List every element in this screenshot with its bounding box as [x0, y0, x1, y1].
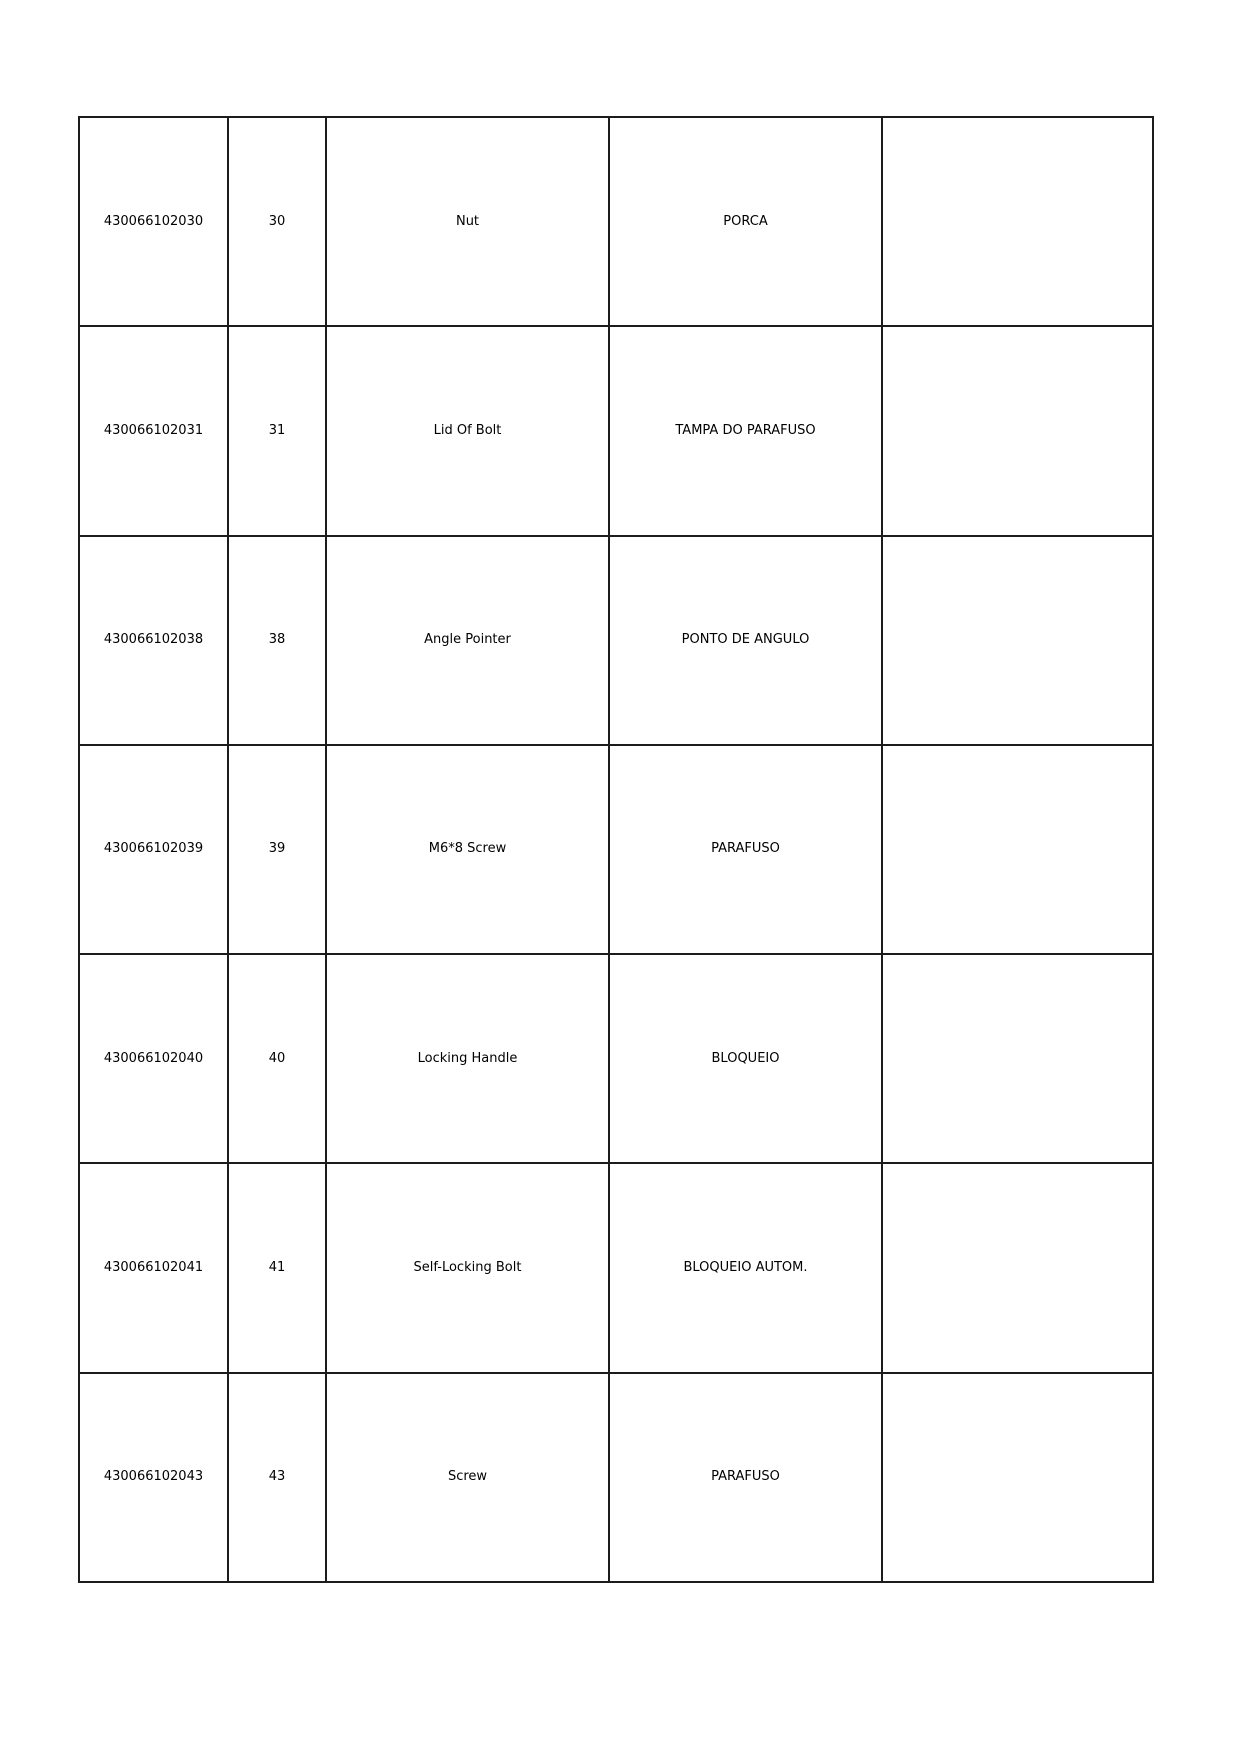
item-number-cell: 39 [228, 745, 326, 954]
image-cell [882, 954, 1153, 1163]
name-english-cell: Lid Of Bolt [326, 326, 609, 535]
image-cell [882, 117, 1153, 326]
part-number-cell: 430066102040 [79, 954, 228, 1163]
item-number-cell: 40 [228, 954, 326, 1163]
item-number-cell: 41 [228, 1163, 326, 1372]
table-row [79, 745, 1153, 954]
part-number-cell: 430066102038 [79, 536, 228, 745]
parts-table [78, 116, 1154, 1583]
table-row [79, 1373, 1153, 1582]
name-portuguese-cell: PARAFUSO [609, 745, 882, 954]
image-cell [882, 1163, 1153, 1372]
name-english-cell: Nut [326, 117, 609, 326]
name-english-cell: Locking Handle [326, 954, 609, 1163]
name-portuguese-cell: BLOQUEIO [609, 954, 882, 1163]
parts-table-body [79, 117, 1153, 1582]
name-english-cell: Self-Locking Bolt [326, 1163, 609, 1372]
part-number-cell: 430066102031 [79, 326, 228, 535]
name-portuguese-cell: BLOQUEIO AUTOM. [609, 1163, 882, 1372]
name-english-cell: Angle Pointer [326, 536, 609, 745]
name-portuguese-cell: TAMPA DO PARAFUSO [609, 326, 882, 535]
table-row [79, 954, 1153, 1163]
name-portuguese-cell: PORCA [609, 117, 882, 326]
name-portuguese-cell: PARAFUSO [609, 1373, 882, 1582]
name-english-cell: M6*8 Screw [326, 745, 609, 954]
image-cell [882, 326, 1153, 535]
name-portuguese-cell: PONTO DE ANGULO [609, 536, 882, 745]
item-number-cell: 43 [228, 1373, 326, 1582]
item-number-cell: 30 [228, 117, 326, 326]
item-number-cell: 38 [228, 536, 326, 745]
part-number-cell: 430066102030 [79, 117, 228, 326]
image-cell [882, 536, 1153, 745]
table-row [79, 1163, 1153, 1372]
name-english-cell: Screw [326, 1373, 609, 1582]
table-row [79, 536, 1153, 745]
part-number-cell: 430066102041 [79, 1163, 228, 1372]
part-number-cell: 430066102043 [79, 1373, 228, 1582]
image-cell [882, 1373, 1153, 1582]
part-number-cell: 430066102039 [79, 745, 228, 954]
table-row [79, 326, 1153, 535]
table-row [79, 117, 1153, 326]
item-number-cell: 31 [228, 326, 326, 535]
image-cell [882, 745, 1153, 954]
